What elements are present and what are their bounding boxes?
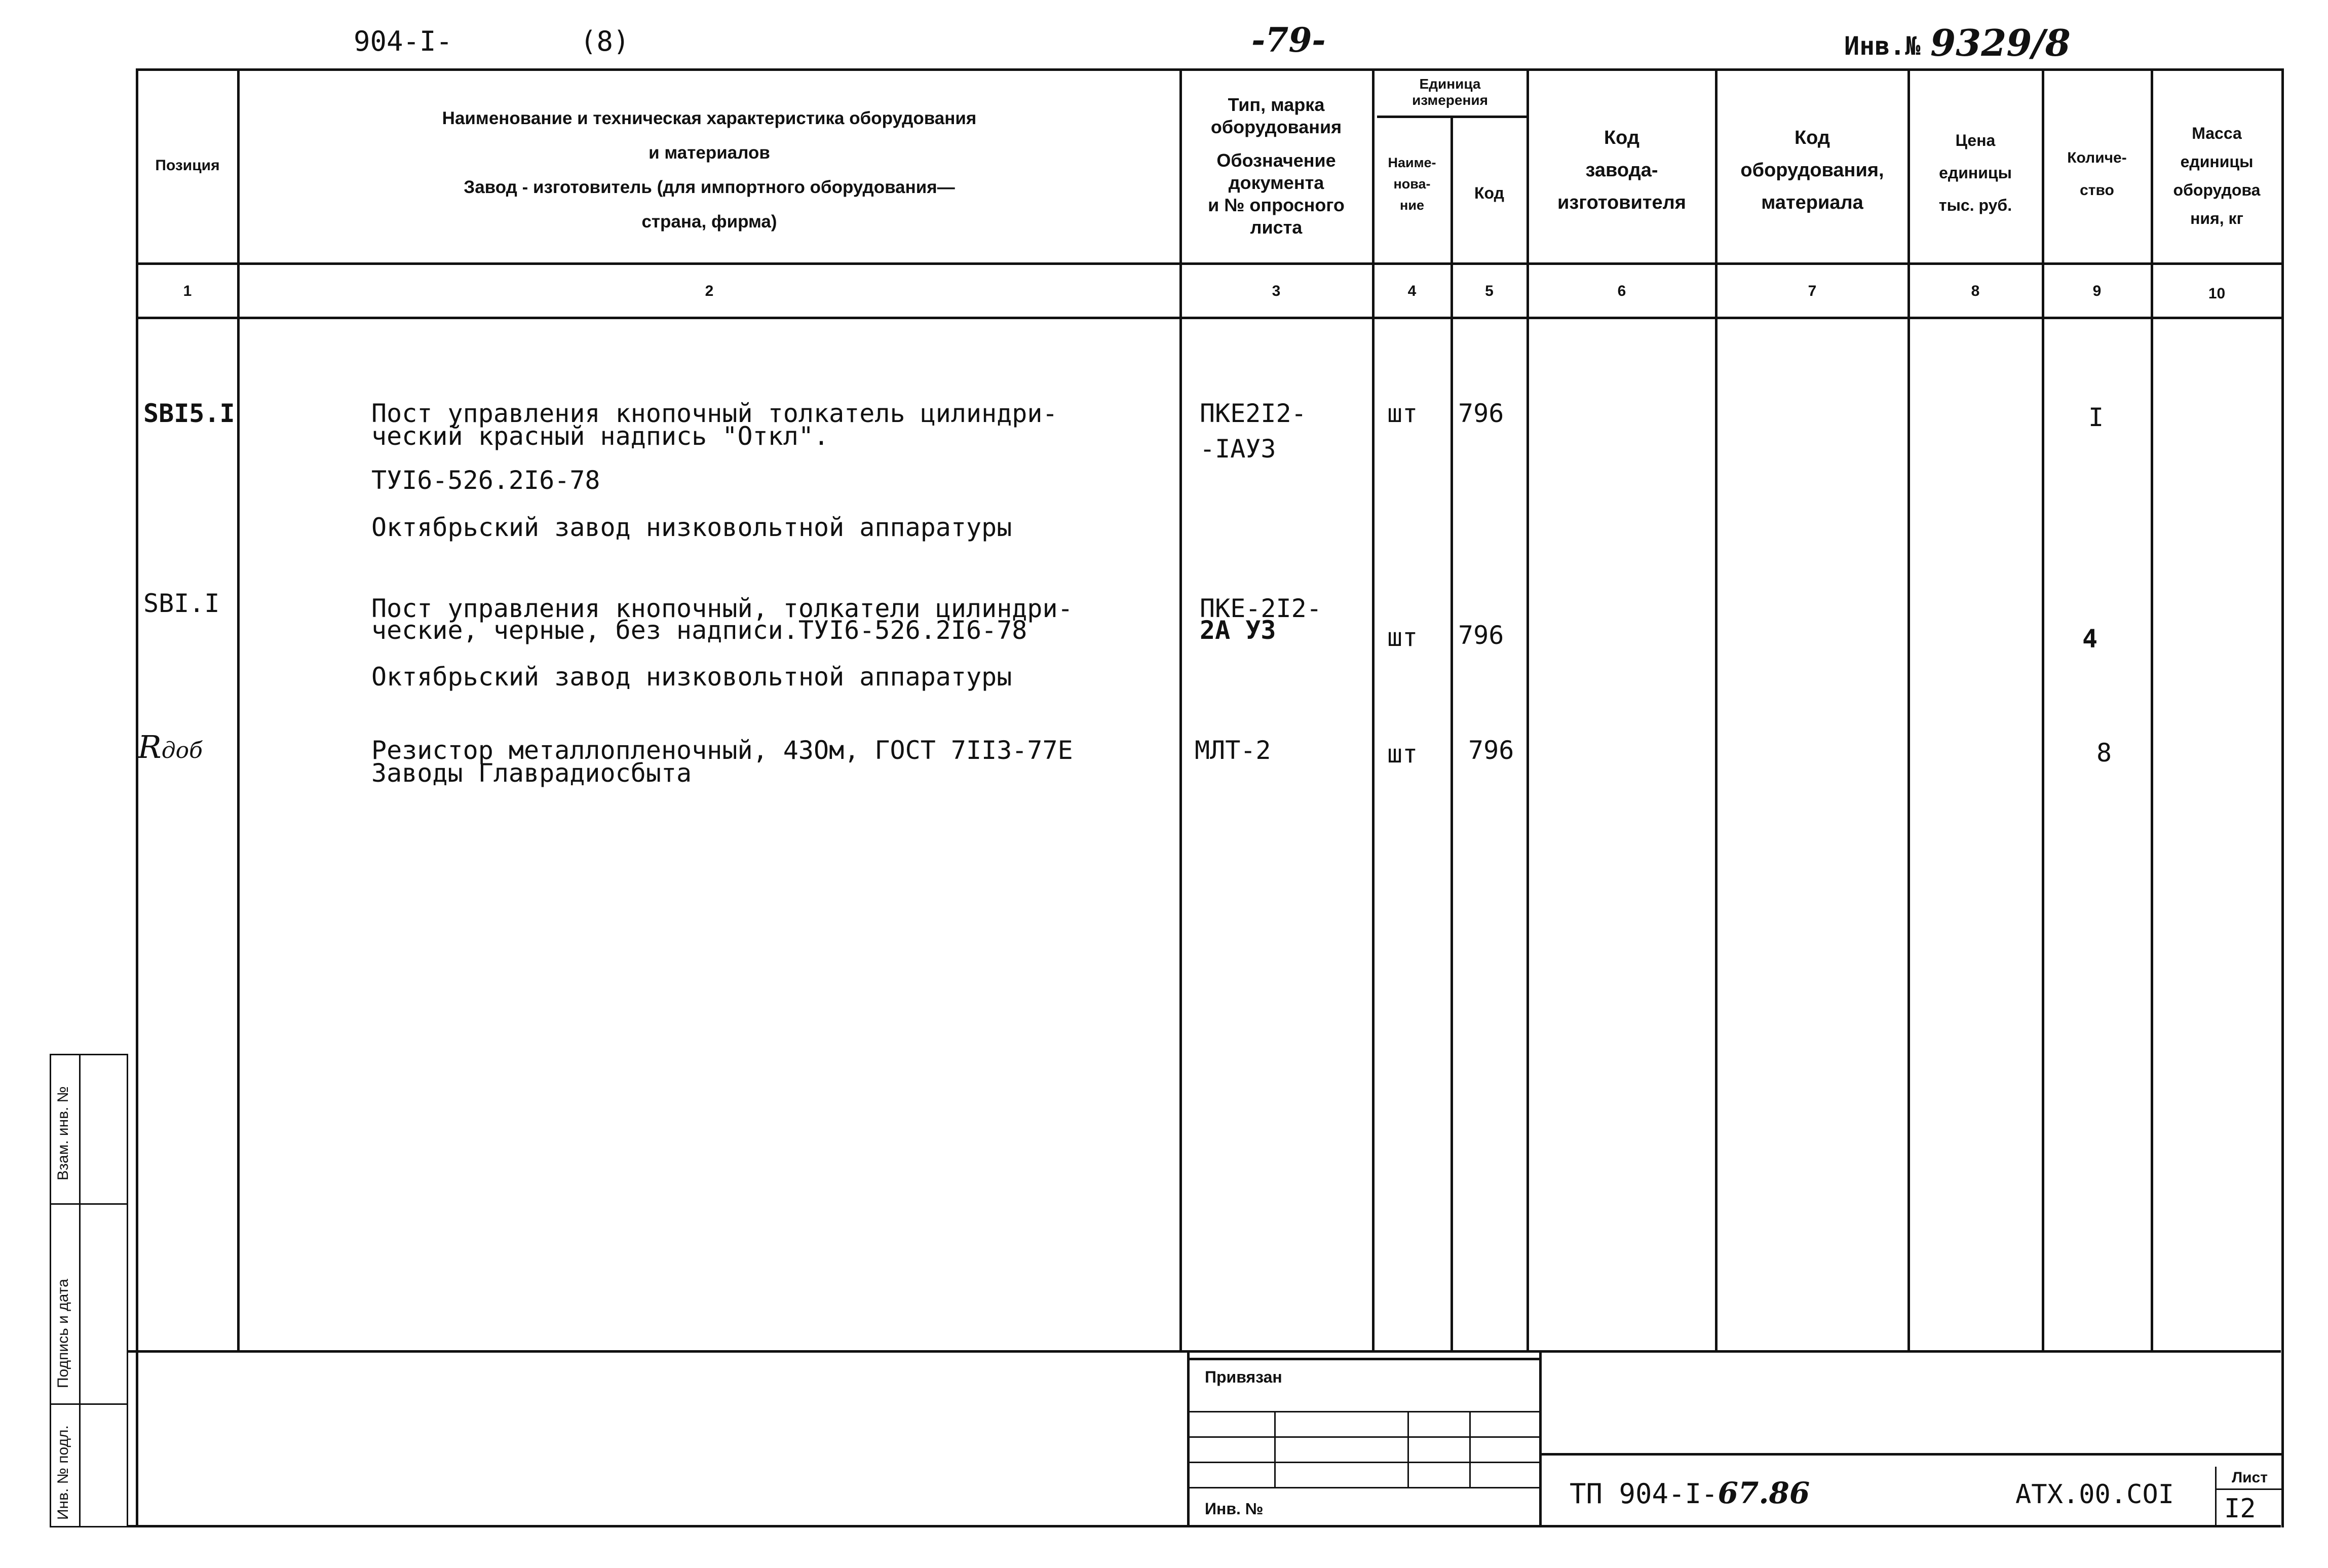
header-factory-code-line: изготовителя — [1557, 192, 1686, 213]
row-name-line: ческие, черные, без надписи.ТУI6-526.2I6-78 — [371, 616, 1027, 645]
row-position — [138, 729, 203, 766]
col-number: 5 — [1485, 283, 1494, 299]
header-quantity-line: ство — [2080, 182, 2114, 199]
header-price — [1909, 124, 2042, 221]
header-mass-line: оборудова — [2173, 181, 2261, 199]
header-type-line: и № опросного — [1208, 195, 1345, 215]
header-equipment-code-line: оборудования, — [1740, 160, 1884, 181]
row-name-line: Октябрьский завод низковольтной аппаратуры — [371, 513, 1012, 542]
row-type-line: -IАУ3 — [1200, 434, 1276, 464]
header-factory-code — [1528, 122, 1715, 219]
col-number: 8 — [1971, 283, 1980, 299]
row-name-line: Октябрьский завод низковольтной аппаратуры — [371, 662, 1012, 692]
col-number: 1 — [183, 283, 192, 299]
header-mass-line: ния, кг — [2190, 209, 2243, 227]
col-number: 2 — [705, 283, 714, 299]
row-unit: шт — [1387, 399, 1418, 428]
header-type — [1180, 94, 1372, 239]
header-mass-line: Масса — [2192, 124, 2242, 142]
header-name — [238, 101, 1180, 239]
document-code: АТХ.00.COI — [2015, 1479, 2174, 1510]
col-number: 10 — [2208, 285, 2226, 302]
row-name-line: Пост управления кнопочный толкатель цилиндри- — [371, 399, 1058, 428]
header-quantity-line: Количе- — [2067, 149, 2127, 166]
header-type-line: Обозначение — [1216, 150, 1336, 171]
header-position: Позиция — [155, 157, 220, 174]
row-type-line: МЛТ-2 — [1195, 736, 1271, 765]
row-code: 796 — [1458, 621, 1504, 650]
header-name-line: страна, фирма) — [641, 212, 777, 232]
row-quantity: 4 — [2082, 624, 2098, 654]
header-unit-group — [1374, 76, 1526, 108]
header-type-line: Тип, марка — [1228, 94, 1325, 115]
row-type-line: ПКЕ2I2- — [1200, 399, 1307, 428]
document-number — [1570, 1476, 1810, 1510]
header-unit-code: Код — [1474, 184, 1504, 202]
row-name-line: ТУI6-526.2I6-78 — [371, 466, 600, 495]
header-price-line: Цена — [1955, 131, 1996, 149]
header-type-line: документа — [1228, 172, 1324, 193]
header-name-line: и материалов — [648, 143, 770, 163]
header-unit-line: Единица — [1419, 76, 1481, 92]
inv-number: 9329/8 — [1930, 21, 2071, 64]
row-position-main: R — [138, 729, 162, 766]
header-type-line: листа — [1250, 217, 1303, 238]
row-quantity: 8 — [2096, 738, 2112, 768]
header-unit-name-line: Наиме- — [1388, 155, 1436, 170]
row-code: 796 — [1468, 736, 1514, 765]
row-name-line: Заводы Главрадиосбыта — [371, 758, 692, 788]
header-mass-line: единицы — [2180, 152, 2254, 171]
header-mass — [2152, 119, 2281, 233]
row-name-line: ческий красный надпись "Откл". — [371, 422, 829, 451]
header-equipment-code — [1716, 122, 1908, 219]
header-equipment-code-line: Код — [1794, 127, 1830, 148]
sheet-number: I2 — [2224, 1494, 2256, 1524]
col-number: 3 — [1272, 283, 1281, 299]
col-number: 4 — [1407, 283, 1417, 299]
header-unit-name — [1374, 152, 1450, 216]
document-number-handwritten: 67.86 — [1718, 1476, 1810, 1510]
row-position: SBI.I — [143, 589, 220, 618]
col-number: 6 — [1617, 283, 1626, 299]
header-equipment-code-line: материала — [1761, 192, 1863, 213]
inv-no-label: Инв. № — [1205, 1500, 1264, 1518]
inv-label: Инв.№ — [1844, 31, 1921, 61]
row-type-line: 2А У3 — [1200, 616, 1276, 645]
header-factory-code-line: завода- — [1585, 160, 1658, 181]
row-type-line: ПКЕ-2I2- — [1200, 594, 1322, 623]
stamp-original-inv: Инв. № подл. — [55, 1425, 71, 1520]
header-unit-name-line: нова- — [1393, 176, 1431, 192]
header-price-line: тыс. руб. — [1938, 196, 2012, 214]
header-price-line: единицы — [1939, 164, 2012, 182]
stamp-signature-date: Подпись и дата — [55, 1279, 71, 1388]
row-position: SBI5.I — [143, 399, 235, 428]
privyazan-label: Привязан — [1205, 1368, 1282, 1386]
header-quantity — [2043, 142, 2151, 207]
header-unit-name-line: ние — [1400, 198, 1424, 213]
sheet-label: Лист — [2232, 1469, 2268, 1486]
col-number: 7 — [1808, 283, 1817, 299]
row-quantity: I — [2088, 403, 2104, 432]
header-name-line: Завод - изготовитель (для импортного оборудования— — [464, 177, 955, 197]
header-factory-code-line: Код — [1604, 127, 1640, 148]
header-name-line: Наименование и техническая характеристика оборудования — [442, 108, 977, 128]
series-part: (8) — [580, 25, 630, 57]
col-number: 9 — [2092, 283, 2102, 299]
row-code: 796 — [1458, 399, 1504, 428]
stamp-replaced-inv: Взам. инв. № — [55, 1086, 71, 1180]
series-number: 904-I- — [354, 25, 453, 57]
row-unit: шт — [1387, 623, 1418, 652]
page-number: -79- — [1251, 20, 1326, 60]
header-unit-line: измерения — [1412, 92, 1488, 108]
header-type-line: оборудования — [1210, 117, 1342, 137]
document-number-prefix: ТП 904-I- — [1570, 1478, 1718, 1510]
row-name-line: Резистор металлопленочный, 43Ом, ГОСТ 7II3-77Е — [371, 736, 1073, 765]
row-unit: шт — [1387, 739, 1418, 769]
row-name-line: Пост управления кнопочный, толкатели цилиндри- — [371, 594, 1073, 623]
row-position-suffix: доб — [161, 738, 203, 763]
